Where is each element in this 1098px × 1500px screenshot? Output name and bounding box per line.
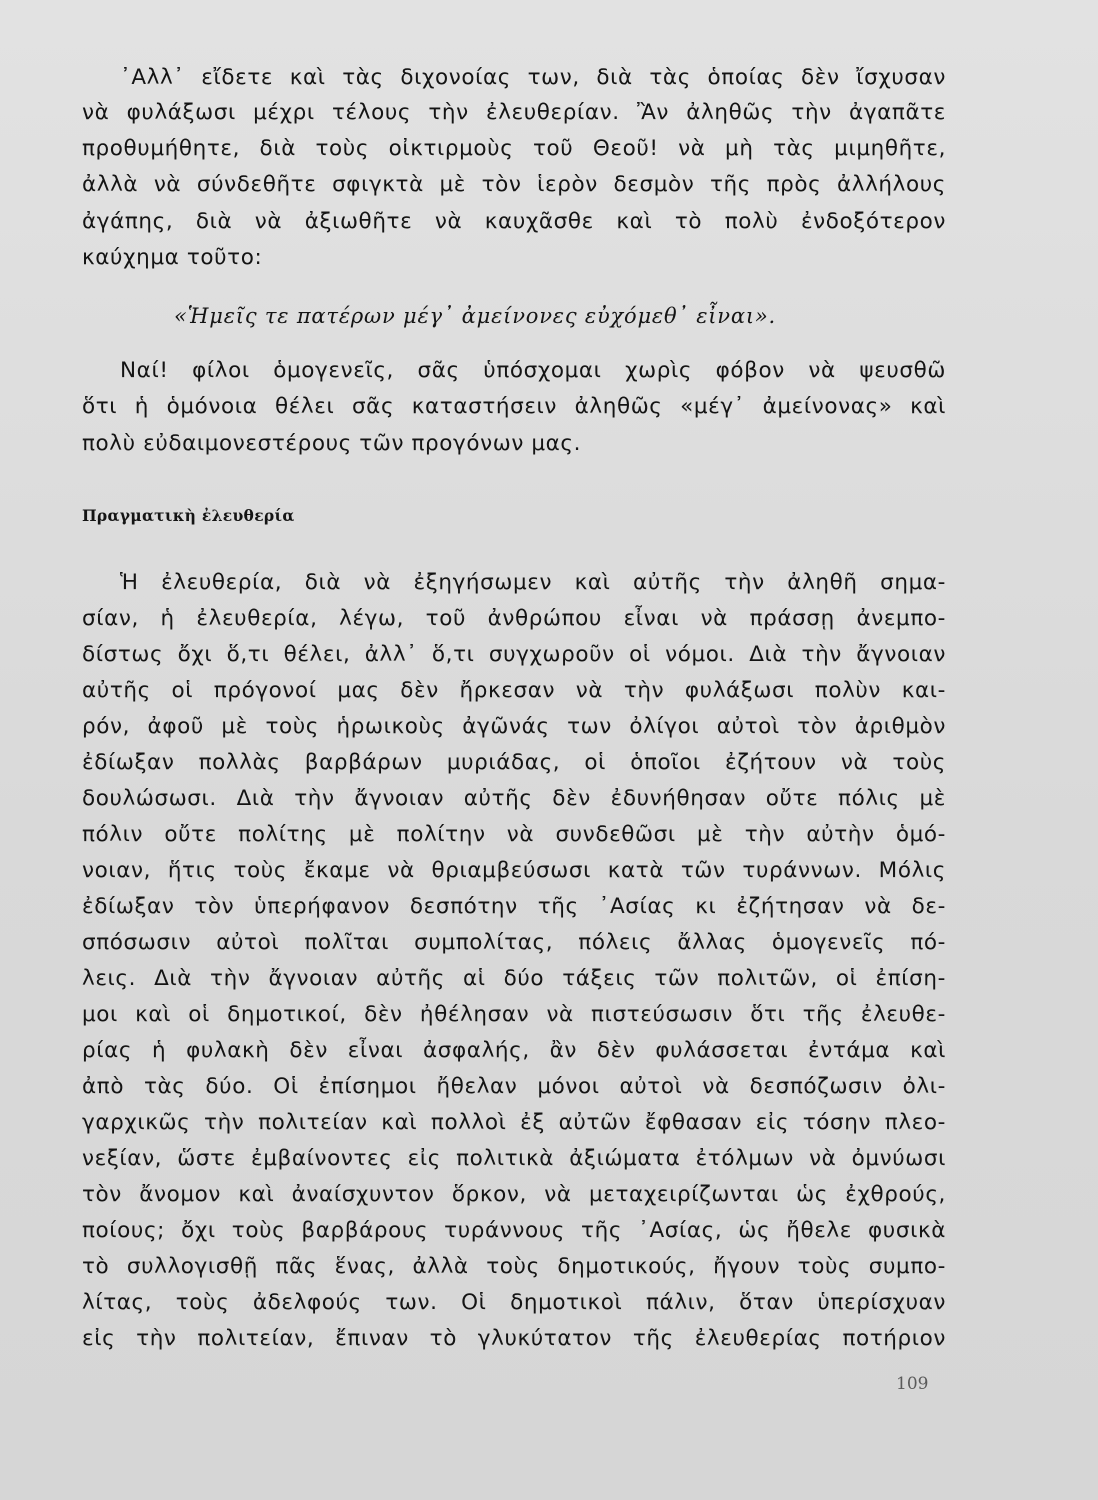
text-line: νοιαν, ἥτις τοὺς ἔκαμε νὰ θριαμβεύσωσι κατὰ τῶν τυράννων. Μόλις [82, 858, 946, 883]
text-line: ρόν, ἀφοῦ μὲ τοὺς ἡρωικοὺς ἀγῶνάς των ὀλίγοι αὐτοὶ τὸν ἀριθμὸν [82, 714, 946, 739]
text-line: ἀλλὰ νὰ σύνδεθῆτε σφιγκτὰ μὲ τὸν ἱερὸν δεσμὸν τῆς πρὸς ἀλλήλους [82, 172, 946, 197]
page-number: 109 [896, 1374, 929, 1394]
text-line: Ναί! φίλοι ὁμογενεῖς, σᾶς ὑπόσχομαι χωρὶς φόβον νὰ ψευσθῶ [120, 358, 946, 383]
text-line: μοι καὶ οἱ δημοτικοί, δὲν ἠθέλησαν νὰ πιστεύσωσιν ὅτι τῆς ἐλευθε- [82, 1002, 946, 1027]
text-line: σίαν, ἡ ἐλευθερία, λέγω, τοῦ ἀνθρώπου εἶναι νὰ πράσσῃ ἀνεμπο- [82, 606, 946, 631]
text-line: τὸ συλλογισθῇ πᾶς ἕνας, ἀλλὰ τοὺς δημοτικούς, ἤγουν τοὺς συμπο- [82, 1254, 946, 1279]
text-line: ἀπὸ τὰς δύο. Οἱ ἐπίσημοι ἤθελαν μόνοι αὐτοὶ νὰ δεσπόζωσιν ὀλι- [82, 1074, 946, 1099]
homeric-quote: «Ἡμεῖς τε πατέρων μέγ᾿ ἀμείνονες εὐχόμεθ᾿ εἶναι». [174, 304, 777, 328]
text-line: ἐδίωξαν πολλὰς βαρβάρων μυριάδας, οἱ ὁποῖοι ἐζήτουν νὰ τοὺς [82, 750, 946, 775]
text-line: πολὺ εὐδαιμονεστέρους τῶν προγόνων μας. [82, 431, 582, 456]
text-line: ὅτι ἡ ὁμόνοια θέλει σᾶς καταστήσειν ἀληθῶς «μέγ᾿ ἀμείνονας» καὶ [82, 394, 946, 419]
text-line: Ἡ ἐλευθερία, διὰ νὰ ἐξηγήσωμεν καὶ αὐτῆς τὴν ἀληθῆ σημα- [120, 570, 946, 595]
text-line: δίστως ὄχι ὅ,τι θέλει, ἀλλ᾿ ὅ,τι συγχωροῦν οἱ νόμοι. Διὰ τὴν ἄγνοιαν [82, 642, 946, 667]
text-line: ποίους; ὄχι τοὺς βαρβάρους τυράννους τῆς ᾿Ασίας, ὡς ἤθελε φυσικὰ [82, 1218, 946, 1243]
text-line: σπόσωσιν αὐτοὶ πολῖται συμπολίτας, πόλεις ἄλλας ὁμογενεῖς πό- [82, 930, 946, 955]
section-heading: Πραγματικὴ ἐλευθερία [82, 506, 295, 525]
text-line: γαρχικῶς τὴν πολιτείαν καὶ πολλοὶ ἐξ αὐτῶν ἔφθασαν εἰς τόσην πλεο- [82, 1110, 946, 1135]
text-line: ρίας ἡ φυλακὴ δὲν εἶναι ἀσφαλής, ἂν δὲν φυλάσσεται ἐντάμα καὶ [82, 1038, 946, 1063]
text-line: δουλώσωσι. Διὰ τὴν ἄγνοιαν αὐτῆς δὲν ἐδυνήθησαν οὔτε πόλις μὲ [82, 786, 946, 811]
text-line: ᾿Αλλ᾿ εἴδετε καὶ τὰς διχονοίας των, διὰ τὰς ὁποίας δὲν ἴσχυσαν [120, 65, 946, 90]
text-line: πόλιν οὔτε πολίτης μὲ πολίτην νὰ συνδεθῶσι μὲ τὴν αὐτὴν ὁμό- [82, 822, 946, 847]
text-line: καύχημα τοῦτο: [82, 245, 263, 270]
text-line: νὰ φυλάξωσι μέχρι τέλους τὴν ἐλευθερίαν. Ἂν ἀληθῶς τὴν ἀγαπᾶτε [82, 100, 946, 125]
text-line: ἐδίωξαν τὸν ὑπερήφανον δεσπότην τῆς ᾿Ασίας κι ἐζήτησαν νὰ δε- [82, 894, 946, 919]
text-line: νεξίαν, ὥστε ἐμβαίνοντες εἰς πολιτικὰ ἀξιώματα ἐτόλμων νὰ ὀμνύωσι [82, 1146, 946, 1171]
text-line: αὐτῆς οἱ πρόγονοί μας δὲν ἤρκεσαν νὰ τὴν φυλάξωσι πολὺν και- [82, 678, 946, 703]
text-line: λεις. Διὰ τὴν ἄγνοιαν αὐτῆς αἱ δύο τάξεις τῶν πολιτῶν, οἱ ἐπίση- [82, 966, 946, 991]
text-line: εἰς τὴν πολιτείαν, ἔπιναν τὸ γλυκύτατον τῆς ἐλευθερίας ποτήριον [82, 1326, 946, 1351]
text-line: ἀγάπης, διὰ νὰ ἀξιωθῆτε νὰ καυχᾶσθε καὶ τὸ πολὺ ἐνδοξότερον [82, 209, 946, 234]
text-line: τὸν ἄνομον καὶ ἀναίσχυντον ὅρκον, νὰ μεταχειρίζωνται ὡς ἐχθρούς, [82, 1182, 946, 1207]
text-line: προθυμήθητε, διὰ τοὺς οἰκτιρμοὺς τοῦ Θεοῦ! νὰ μὴ τὰς μιμηθῆτε, [82, 136, 946, 161]
text-line: λίτας, τοὺς ἀδελφούς των. Οἱ δημοτικοὶ πάλιν, ὅταν ὑπερίσχυαν [82, 1290, 946, 1315]
